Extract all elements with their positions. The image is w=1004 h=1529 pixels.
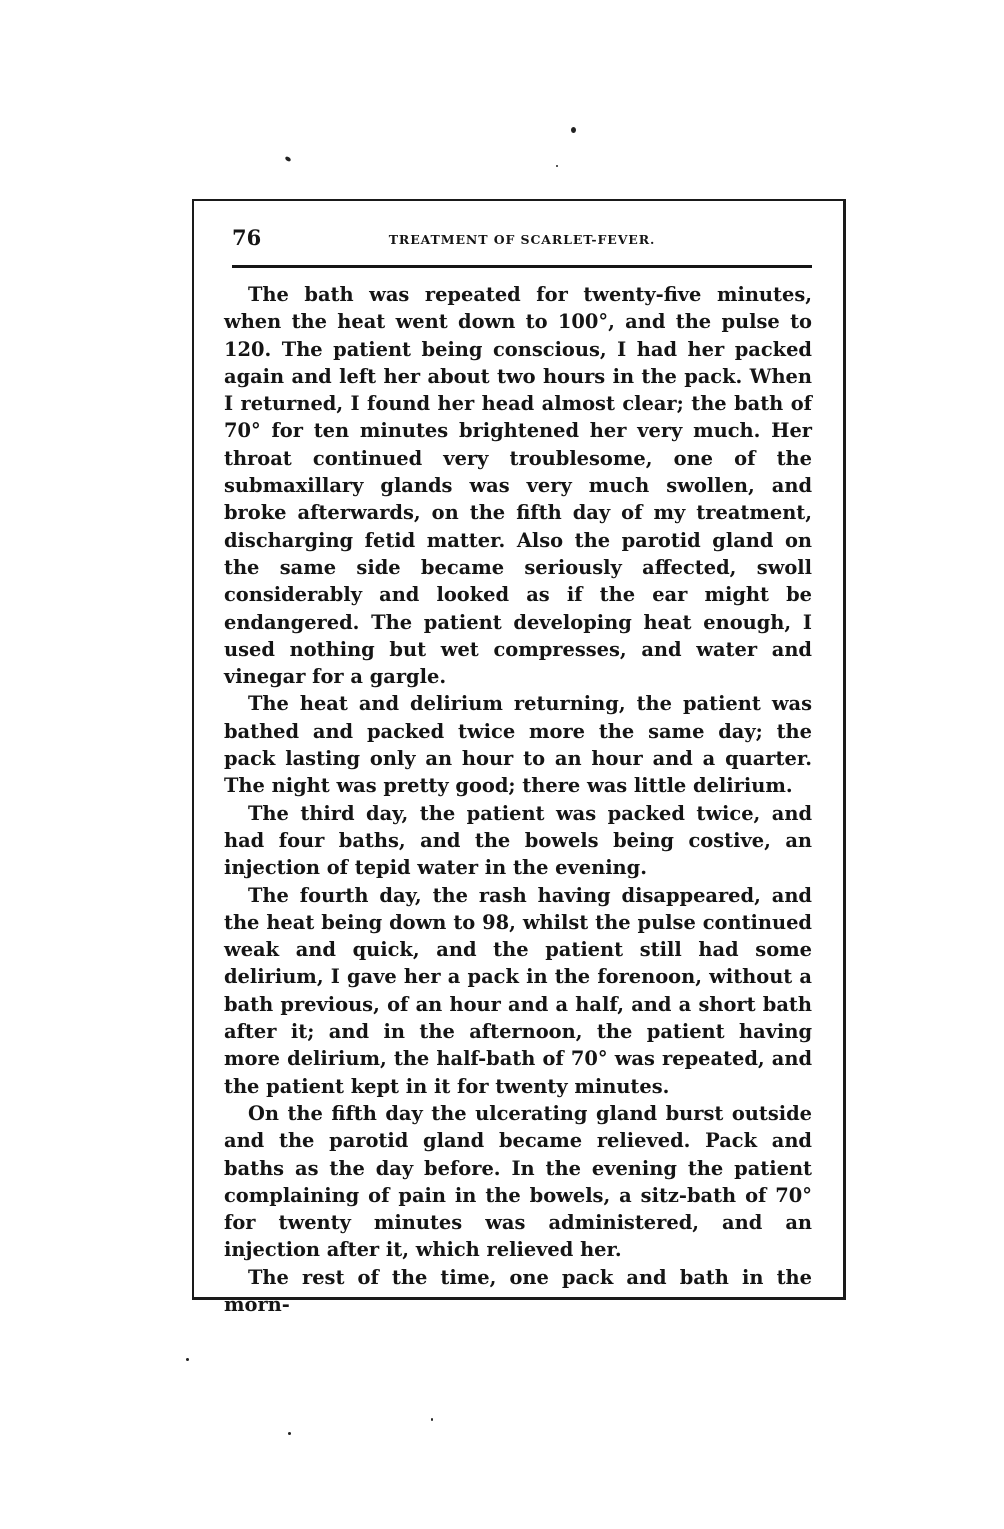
body-text (224, 281, 812, 1318)
page-number: 76 (232, 225, 262, 250)
header-rule (232, 265, 812, 268)
print-speck (556, 165, 558, 167)
print-speck (288, 1432, 291, 1435)
print-speck (431, 1418, 433, 1421)
running-title: TREATMENT OF SCARLET-FEVER. (388, 232, 656, 247)
paragraph: The third day, the patient was packed twice, and had four baths, and the bowels being costive, an injection of tepid water in the evening. (224, 801, 812, 880)
print-speck (186, 1358, 189, 1361)
paragraph: The fourth day, the rash having disappeared, and the heat being down to 98, whilst the pulse continued weak and quick, and the patient still had some delirium, I gave her a pack in the forenoon, without a bath previous, of an hour and a half, and a short bath after it; and in the afternoon, the patient having more delirium, the half-bath of 70° was repeated, and the patient kept in it for twenty minutes. (224, 883, 812, 1098)
paragraph: On the fifth day the ulcerating gland burst outside and the parotid gland became relieved. Pack and baths as the day before. In the evening the patient complaining of pain in the bowels, a sitz-bath of 70° for twenty minutes was administered, and an injection after it, which relieved her. (224, 1101, 812, 1262)
paragraph: The bath was repeated for twenty-five minutes, when the heat went down to 100°, and the pulse to 120. The patient being conscious, I had her packed again and left her about two hours in the pack. When I returned, I found her head almost clear; the bath of 70° for ten minutes brightened her very much. Her throat continued very troublesome, one of the submaxillary glands was very much swollen, and broke afterwards, on the fifth day of my treatment, discharging fetid matter. Also the parotid gland on the same side became seriously affected, swoll considerably and looked as if the ear might be endangered. The patient developing heat enough, I used nothing but wet compresses, and water and vinegar for a gargle. (224, 283, 812, 689)
paragraph: The rest of the time, one pack and bath in the morn- (224, 1265, 812, 1316)
print-speck (284, 156, 291, 163)
running-head (232, 225, 812, 255)
paragraph: The heat and delirium returning, the patient was bathed and packed twice more the same day; the pack lasting only an hour to an hour and a quarter. The night was pretty good; there was little delirium. (224, 692, 812, 798)
print-speck (571, 127, 576, 133)
